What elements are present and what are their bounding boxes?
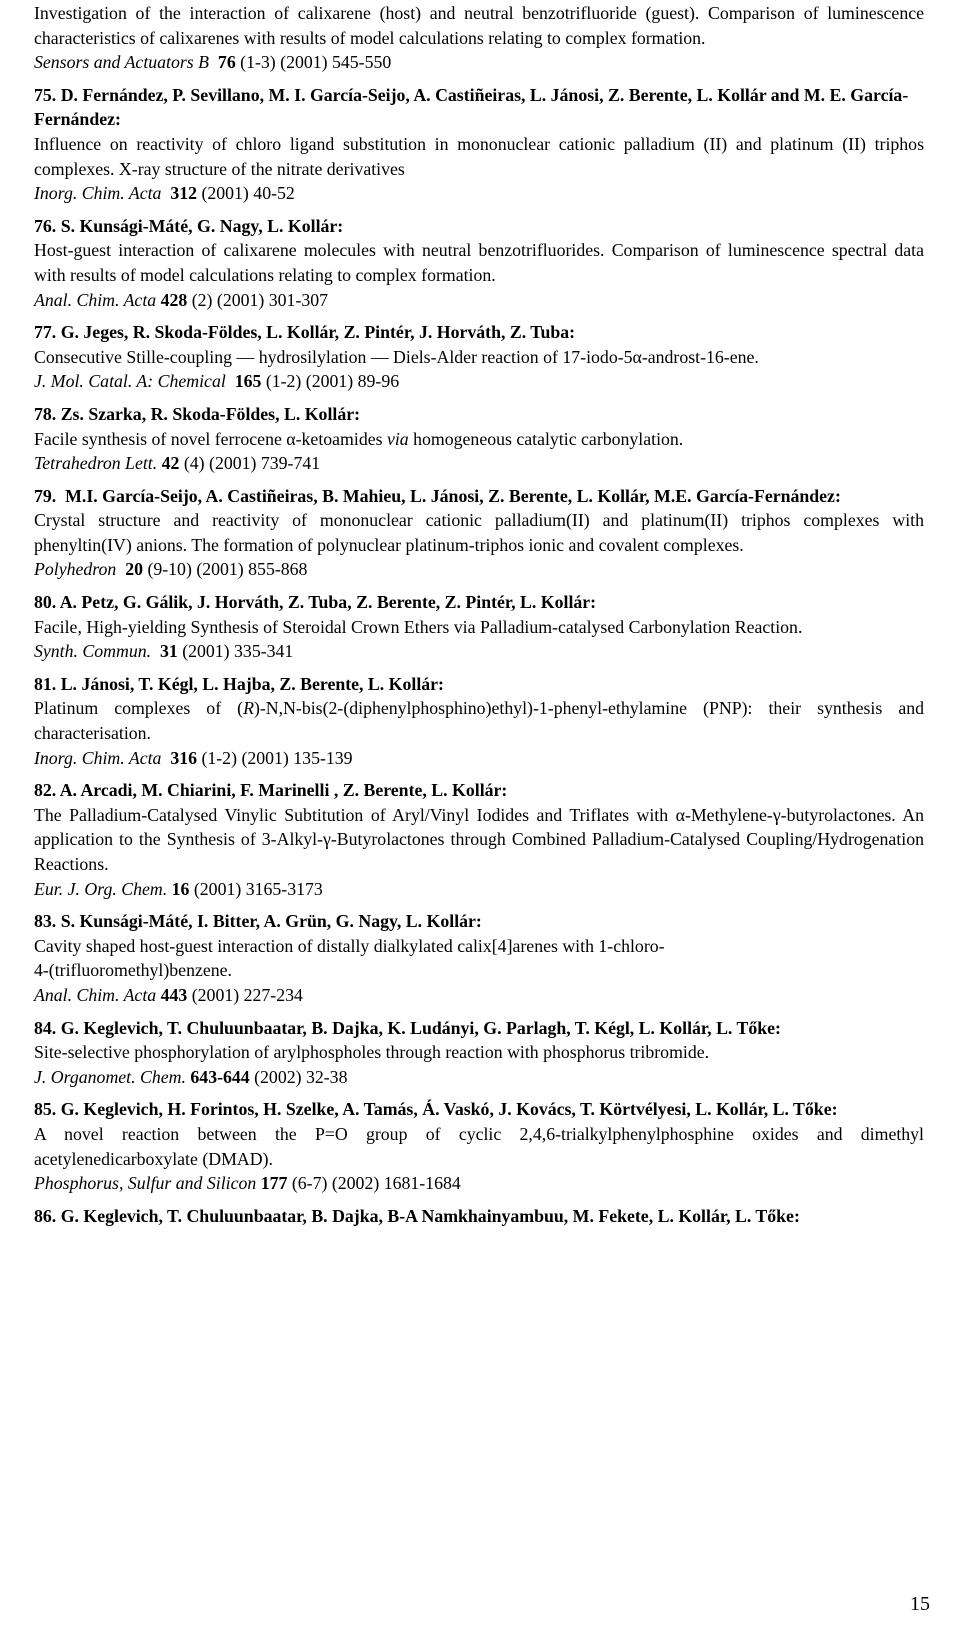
entry-authors — [34, 214, 924, 239]
entry-number: 84. — [34, 1017, 57, 1038]
journal-volume: 20 — [125, 559, 143, 580]
journal-volume: 443 — [160, 984, 188, 1005]
journal-details: (1-2) (2001) 135-139 — [201, 747, 353, 768]
entry-authors — [34, 778, 924, 803]
entry-title: Investigation of the interaction of calixarene (host) and neutral benzotrifluoride (guest). Comparison of luminescence characteristics of calixarenes with results of model calculations relating to complex formation. — [34, 3, 924, 48]
entry-title: The Palladium-Catalysed Vinylic Subtitution of Aryl/Vinyl Iodides and Triflates with α-Methylene-γ-butyrolactones. An application to the Synthesis of 3-Alkyl-γ-Butyrolactones through Combined Palladium-Catalysed Coupling/Hydrogenation Reactions. — [34, 804, 924, 874]
entry-number: 77. — [34, 322, 57, 343]
entry-title: Crystal structure and reactivity of mononuclear cationic palladium(II) and platinum(II) triphos complexes with phenyltin(IV) anions. The formation of polynuclear platinum-triphos ionic and covalent complexes. — [34, 510, 924, 555]
entry-citation — [34, 451, 924, 476]
author-list: A. Arcadi, M. Chiarini, F. Marinelli , Z. Berente, L. Kollár: — [59, 780, 508, 801]
journal-details: (2002) 32-38 — [254, 1066, 348, 1087]
journal-name: J. Organomet. Chem. — [34, 1066, 186, 1087]
journal-volume: 16 — [171, 878, 190, 899]
entry-title — [34, 427, 924, 452]
journal-volume: 31 — [159, 641, 178, 662]
entry-citation — [34, 181, 924, 206]
title-part-italic: R — [243, 698, 254, 719]
entry-authors — [34, 402, 924, 427]
entry-number: 75. — [34, 84, 57, 105]
author-list: S. Kunsági-Máté, I. Bitter, A. Grün, G. Nagy, L. Kollár: — [60, 911, 482, 932]
author-list: G. Keglevich, T. Chuluunbaatar, B. Dajka, K. Ludányi, G. Parlagh, T. Kégl, L. Kollár, L. Tőke: — [60, 1017, 781, 1038]
list-item — [34, 1097, 924, 1195]
entry-number: 86. — [34, 1205, 57, 1226]
entry-authors — [34, 484, 924, 509]
journal-details: (4) (2001) 739-741 — [183, 453, 321, 474]
page-number: 15 — [910, 1593, 930, 1615]
list-item — [34, 1204, 924, 1229]
entry-title: Consecutive Stille-coupling — hydrosilylation — Diels-Alder reaction of 17-iodo-5α-androst-16-ene. — [34, 346, 759, 367]
title-part: Platinum complexes of ( — [34, 698, 244, 719]
journal-volume: 316 — [170, 747, 197, 768]
entry-title: Host-guest interaction of calixarene molecules with neutral benzotrifluorides. Comparison of luminescence spectral data with results of model calculations relating to complex formation. — [34, 240, 924, 285]
entry-title: Site-selective phosphorylation of arylphospholes through reaction with phosphorus tribromide. — [34, 1042, 710, 1063]
journal-details: (9-10) (2001) 855-868 — [147, 559, 308, 580]
journal-volume: 165 — [234, 371, 262, 392]
list-item — [34, 484, 924, 582]
author-list: A. Petz, G. Gálik, J. Horváth, Z. Tuba, Z. Berente, Z. Pintér, L. Kollár: — [59, 592, 597, 613]
entry-title: Facile, High-yielding Synthesis of Steroidal Crown Ethers via Palladium-catalysed Carbonylation Reaction. — [34, 616, 803, 637]
title-part: homogeneous catalytic carbonylation. — [408, 428, 684, 449]
list-item — [34, 590, 924, 664]
list-item — [34, 83, 924, 206]
title-part-italic: via — [386, 428, 409, 449]
entry-number: 85. — [34, 1099, 57, 1120]
author-list: D. Fernández, P. Sevillano, M. I. García-Seijo, A. Castiñeiras, L. Jánosi, Z. Berente, L. Kollár and M. E. García-Fernández: — [34, 84, 909, 130]
entry-authors — [34, 590, 924, 615]
entry-citation — [34, 288, 924, 313]
entry-citation — [34, 369, 924, 394]
author-list: G. Jeges, R. Skoda-Földes, L. Kollár, Z. Pintér, J. Horváth, Z. Tuba: — [60, 322, 576, 343]
list-item — [34, 1016, 924, 1090]
entry-citation — [34, 639, 924, 664]
journal-volume: 177 — [260, 1173, 288, 1194]
journal-details: (2001) 335-341 — [182, 641, 294, 662]
entry-authors — [34, 1204, 924, 1229]
entry-number: 78. — [34, 403, 57, 424]
author-list: L. Jánosi, T. Kégl, L. Hajba, Z. Berente, L. Kollár: — [60, 673, 444, 694]
entry-number: 79. — [34, 485, 57, 506]
entry-citation — [34, 557, 924, 582]
entry-number: 80. — [34, 592, 57, 613]
entry-number: 81. — [34, 673, 57, 694]
author-list: G. Keglevich, T. Chuluunbaatar, B. Dajka, B-A Namkhainyambuu, M. Fekete, L. Kollár, L. Tőke: — [60, 1205, 800, 1226]
journal-details: (2) (2001) 301-307 — [191, 289, 329, 310]
list-item — [34, 778, 924, 901]
author-list: G. Keglevich, H. Forintos, H. Szelke, A. Tamás, Á. Vaskó, J. Kovács, T. Körtvélyesi, L. Kollár, L. Tőke: — [60, 1099, 838, 1120]
journal-details: (1-3) (2001) 545-550 — [240, 52, 392, 73]
list-item — [34, 402, 924, 476]
list-item — [34, 214, 924, 312]
entry-authors — [34, 1016, 924, 1041]
journal-volume: 42 — [161, 453, 180, 474]
journal-details: (1-2) (2001) 89-96 — [265, 371, 400, 392]
entry-number: 76. — [34, 215, 57, 236]
list-item — [34, 672, 924, 770]
entry-authors — [34, 320, 924, 345]
journal-volume: 76 — [217, 52, 236, 73]
entry-authors — [34, 83, 924, 132]
journal-details: (2001) 40-52 — [201, 183, 295, 204]
journal-name: Anal. Chim. Acta — [34, 289, 157, 310]
journal-name: J. Mol. Catal. A: Chemical — [34, 371, 226, 392]
journal-volume: 643-644 — [190, 1066, 250, 1087]
entry-title: Influence on reactivity of chloro ligand substitution in mononuclear cationic palladium (II) and platinum (II) triphos complexes. X-ray structure of the nitrate derivatives — [34, 133, 924, 179]
journal-details: (2001) 227-234 — [191, 984, 303, 1005]
entry-title: Cavity shaped host-guest interaction of distally dialkylated calix[4]arenes with 1-chloro-4-(trifluoromethyl)benzene. — [34, 935, 665, 981]
entry-citation — [34, 1171, 924, 1196]
journal-name: Synth. Commun. — [34, 641, 152, 662]
entry-citation — [34, 1065, 924, 1090]
entry-title: A novel reaction between the P=O group of cyclic 2,4,6-trialkylphenylphosphine oxides and dimethyl acetylenedicarboxylate (DMAD). — [34, 1123, 924, 1169]
journal-name: Eur. J. Org. Chem. — [34, 878, 168, 899]
journal-volume: 428 — [160, 289, 188, 310]
entry-authors — [34, 1097, 924, 1122]
entry-authors — [34, 672, 924, 697]
journal-name: Inorg. Chim. Acta — [34, 747, 162, 768]
entry-citation — [34, 877, 924, 902]
list-item — [34, 909, 924, 1007]
journal-name: Polyhedron — [34, 559, 117, 580]
journal-volume: 312 — [170, 183, 197, 204]
list-item — [34, 320, 924, 394]
journal-name: Anal. Chim. Acta — [34, 984, 157, 1005]
author-list: Zs. Szarka, R. Skoda-Földes, L. Kollár: — [60, 403, 361, 424]
entry-title — [34, 696, 924, 745]
journal-details: (2001) 3165-3173 — [193, 878, 323, 899]
journal-name: Phosphorus, Sulfur and Silicon — [34, 1173, 257, 1194]
entry-citation — [34, 983, 924, 1008]
journal-name: Sensors and Actuators B — [34, 52, 210, 73]
entry-number: 83. — [34, 911, 57, 932]
journal-name: Tetrahedron Lett. — [34, 453, 158, 474]
entry-authors — [34, 909, 924, 934]
journal-details: (6-7) (2002) 1681-1684 — [291, 1173, 461, 1194]
list-item-continued — [34, 1, 924, 75]
entry-number: 82. — [34, 780, 57, 801]
title-part: )-N,N-bis(2-(diphenylphosphino)ethyl)-1-phenyl-ethylamine (PNP): their synthesis and characterisation. — [34, 698, 924, 744]
entry-citation — [34, 746, 924, 771]
title-part: Facile synthesis of novel ferrocene α-ketoamides — [34, 428, 387, 449]
author-list: S. Kunsági-Máté, G. Nagy, L. Kollár: — [60, 215, 344, 236]
entry-citation — [34, 50, 924, 75]
author-list: M.I. García-Seijo, A. Castiñeiras, B. Mahieu, L. Jánosi, Z. Berente, L. Kollár, M.E. García-Fernández: — [65, 485, 841, 506]
publication-list — [34, 0, 924, 1228]
journal-name: Inorg. Chim. Acta — [34, 183, 162, 204]
